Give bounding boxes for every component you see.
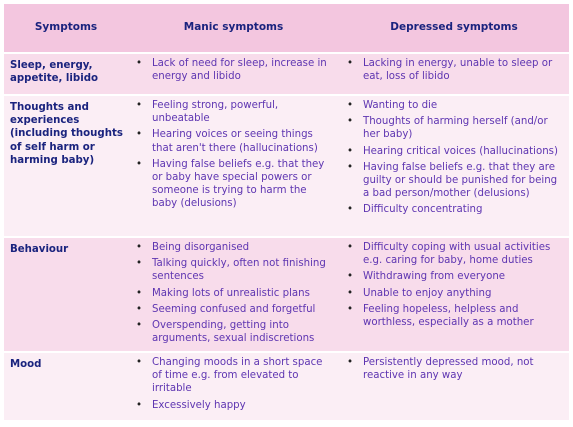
depressed-list	[347, 99, 563, 217]
manic-list	[136, 99, 333, 211]
list-item: • Hearing voices or seeing things that aren't there (hallucinations)	[136, 128, 333, 154]
list-item: • Wanting to die	[347, 99, 563, 112]
list-item: • Changing moods in a short space of time e.g. from elevated to irritable	[136, 356, 333, 396]
list-item: • Lack of need for sleep, increase in energy and libido	[136, 57, 333, 83]
list-item: • Difficulty coping with usual activities e.g. caring for baby, home duties	[347, 241, 563, 267]
table-row	[4, 237, 569, 352]
list-item: • Thoughts of harming herself (and/or her baby)	[347, 115, 563, 141]
manic-cell	[128, 95, 339, 237]
header-symptoms: Symptoms	[4, 4, 128, 53]
manic-list	[136, 57, 333, 83]
category-cell: Thoughts and experiences (including thoughts of self harm or harming baby)	[4, 95, 128, 237]
list-item: • Overspending, getting into arguments, sexual indiscretions	[136, 319, 333, 345]
header-manic: Manic symptoms	[128, 4, 339, 53]
list-item: • Being disorganised	[136, 241, 333, 254]
table-row	[4, 95, 569, 237]
list-item: • Hearing critical voices (hallucinations)	[347, 145, 563, 158]
header-depressed: Depressed symptoms	[339, 4, 569, 53]
table-row	[4, 53, 569, 95]
list-item: • Having false beliefs e.g. that they are guilty or should be punished for being a bad person/mother (delusions)	[347, 161, 563, 201]
header-row	[4, 4, 569, 53]
depressed-list	[347, 356, 563, 382]
depressed-cell	[339, 53, 569, 95]
manic-cell	[128, 352, 339, 420]
list-item: • Withdrawing from everyone	[347, 270, 563, 283]
depressed-cell	[339, 95, 569, 237]
list-item: • Persistently depressed mood, not reactive in any way	[347, 356, 563, 382]
list-item: • Lacking in energy, unable to sleep or eat, loss of libido	[347, 57, 563, 83]
list-item: • Seeming confused and forgetful	[136, 303, 333, 316]
depressed-cell	[339, 352, 569, 420]
symptoms-table	[4, 4, 569, 420]
manic-cell	[128, 53, 339, 95]
manic-cell	[128, 237, 339, 352]
category-cell: Mood	[4, 352, 128, 420]
depressed-cell	[339, 237, 569, 352]
list-item: • Having false beliefs e.g. that they or baby have special powers or someone is trying to harm the baby (delusions)	[136, 158, 333, 211]
depressed-list	[347, 241, 563, 329]
list-item: • Difficulty concentrating	[347, 203, 563, 216]
table-row	[4, 352, 569, 420]
list-item: • Unable to enjoy anything	[347, 287, 563, 300]
category-cell: Behaviour	[4, 237, 128, 352]
category-cell: Sleep, energy, appetite, libido	[4, 53, 128, 95]
list-item: • Feeling strong, powerful, unbeatable	[136, 99, 333, 125]
manic-list	[136, 241, 333, 345]
list-item: • Talking quickly, often not finishing sentences	[136, 257, 333, 283]
list-item: • Excessively happy	[136, 399, 333, 412]
list-item: • Feeling hopeless, helpless and worthless, especially as a mother	[347, 303, 563, 329]
depressed-list	[347, 57, 563, 83]
list-item: • Making lots of unrealistic plans	[136, 287, 333, 300]
manic-list	[136, 356, 333, 412]
